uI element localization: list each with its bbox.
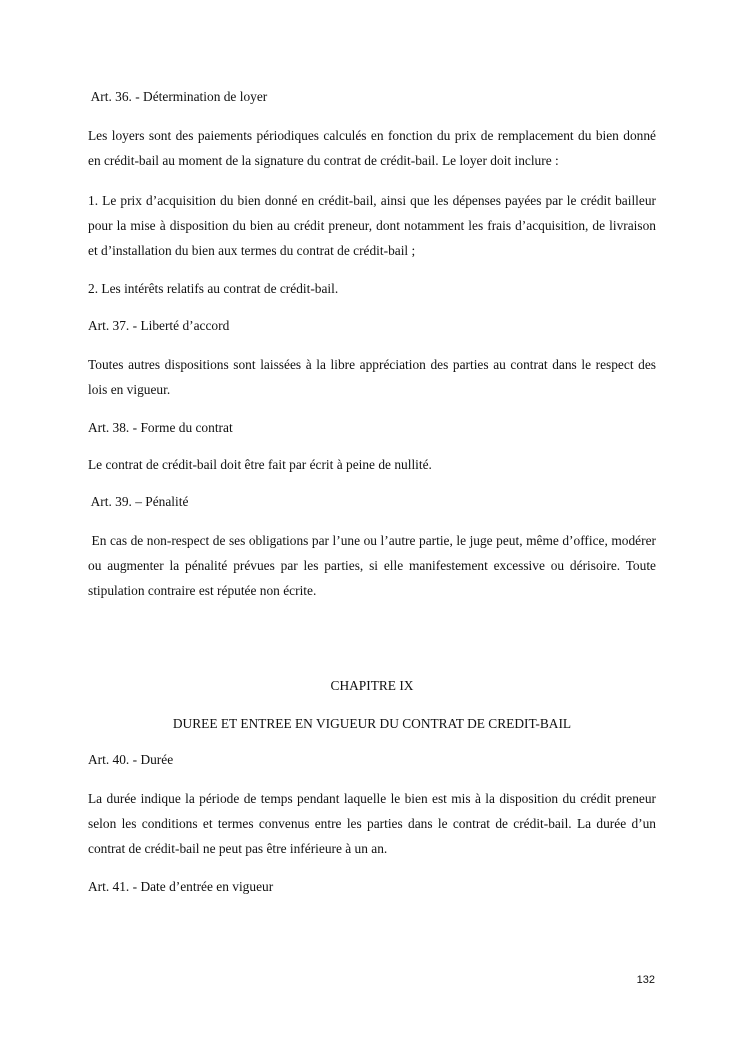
chapter-number: CHAPITRE IX (330, 678, 414, 693)
article-36-heading: Art. 36. - Détermination de loyer (88, 89, 268, 104)
page-number: 132 (636, 974, 655, 986)
article-40-paragraph: La durée indique la période de temps pendant laquelle le bien est mis à la disposition du crédit preneur selon les conditions et termes convenus entre les parties dans le contrat de crédit-bail. La durée d’un contrat de crédit-bail ne peut pas être inférieure à un an. (88, 791, 660, 856)
article-40-heading: Art. 40. - Durée (88, 752, 174, 767)
article-38-paragraph: Le contrat de crédit-bail doit être fait par écrit à peine de nullité. (88, 457, 432, 472)
article-39-paragraph: En cas de non-respect de ses obligations par l’une ou l’autre partie, le juge peut, même d’office, modérer ou augmenter la pénalité prévues par les parties, si elle manifestement excessive ou dérisoire. Toute stipulation contraire est réputée non écrite. (88, 533, 660, 598)
article-39-heading: Art. 39. – Pénalité (88, 494, 189, 509)
article-37-heading: Art. 37. - Liberté d’accord (88, 318, 230, 333)
article-41-heading: Art. 41. - Date d’entrée en vigueur (88, 879, 274, 894)
section-spacer (88, 618, 656, 675)
article-37-paragraph: Toutes autres dispositions sont laissées à la libre appréciation des parties au contrat dans le respect des lois en vigueur. (88, 357, 660, 397)
article-36-paragraph-3: 2. Les intérêts relatifs au contrat de crédit-bail. (88, 281, 339, 296)
article-36-paragraph-1: Les loyers sont des paiements périodiques calculés en fonction du prix de remplacement du bien donné en crédit-bail au moment de la signature du contrat de crédit-bail. Le loyer doit inclure : (88, 128, 660, 168)
document-page (88, 86, 660, 913)
article-38-heading: Art. 38. - Forme du contrat (88, 420, 233, 435)
chapter-title: DUREE ET ENTREE EN VIGUEUR DU CONTRAT DE CREDIT-BAIL (172, 716, 572, 731)
article-36-paragraph-2: 1. Le prix d’acquisition du bien donné en crédit-bail, ainsi que les dépenses payées par le crédit bailleur pour la mise à disposition du bien au crédit preneur, dont notamment les frais d’acquisition, de livraison et d’installation du bien aux termes du contrat de crédit-bail ; (88, 193, 660, 258)
